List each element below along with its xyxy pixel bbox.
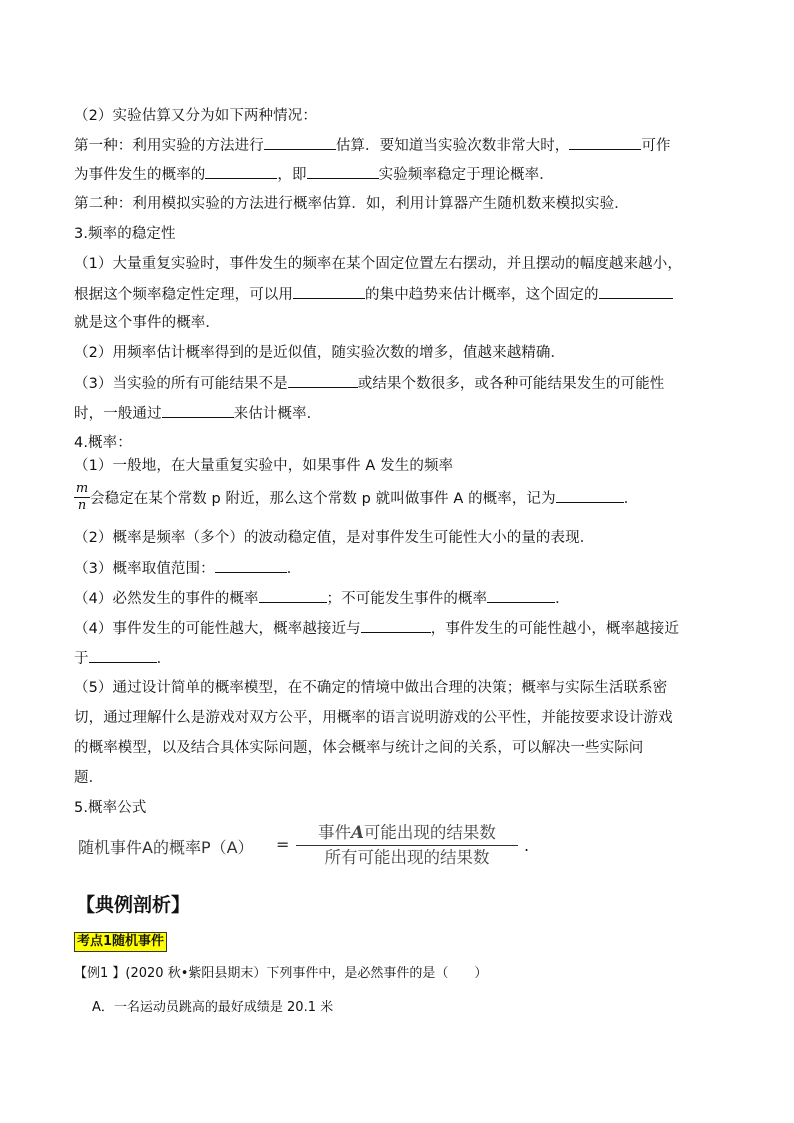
text-line: 为事件发生的概率的 ，即 实验频率稳定于理论概率． [74,164,554,185]
section-title: 4.概率： [74,435,132,451]
text-line: （3）概率取值范围： ． [74,558,301,579]
text-line: 就是这个事件的概率． [74,315,220,331]
text-line: （2）用频率估计概率得到的是近似值，随实验次数的增多，值越来越精确． [74,345,566,361]
text-line: （1）一般地，在大量重复实验中，如果事件 A 发生的频率 [74,458,454,474]
text-line: （1）大量重复实验时，事件发生的频率在某个固定位置左右摆动，并且摆动的幅度越来越小， [74,256,682,272]
text-line: （4）事件发生的可能性越大，概率越接近与 ，事件发生的可能性越小，概率越接近 [74,618,679,639]
fill-blank[interactable] [556,488,624,503]
formula-denominator: 所有可能出现的结果数 [324,848,490,867]
fraction-m-over-n: m n [75,481,89,513]
text-line: （2）实验估算又分为如下两种情况： [74,108,317,124]
fill-blank[interactable] [307,164,379,179]
formula-lhs: 随机事件A的概率P（A） [78,838,254,857]
probability-formula: 随机事件A的概率P（A） = 事件A可能出现的结果数 所有可能出现的结果数 . [78,823,530,867]
text-line: （3）当实验的所有可能结果不是 或结果个数很多，或各种可能结果发生的可能性 [74,373,664,394]
text-line: 会稳定在某个常数 p 附近，那么这个常数 p 就叫做事件 A 的概率，记为 ． [90,488,638,509]
text-line: 的概率模型，以及结合具体实际问题，体会概率与统计之间的关系，可以解决一些实际问 [74,740,644,756]
section-title: 5.概率公式 [74,800,147,816]
example-question: 【例1 】(2020 秋•紫阳县期末）下列事件中，是必然事件的是（ ） [74,966,488,981]
fill-blank[interactable] [288,373,358,388]
fill-blank[interactable] [361,618,431,633]
fill-blank[interactable] [89,648,157,663]
fill-blank[interactable] [259,588,327,603]
fill-blank[interactable] [599,284,673,299]
text-line: 于 ． [74,648,171,669]
text-line: 第二种：利用模拟实验的方法进行概率估算．如，利用计算器产生随机数来模拟实验． [74,196,629,212]
text-line: （5）通过设计简单的概率模型，在不确定的情境中做出合理的决策；概率与实际生活联系密 [74,680,668,696]
fill-blank[interactable] [264,135,336,150]
fill-blank[interactable] [205,164,277,179]
text-line: 切，通过理解什么是游戏对双方公平，用概率的语言说明游戏的公平性，并能按要求设计游戏 [74,710,673,726]
text-line: （4）必然发生的事件的概率 ；不可能发生事件的概率 ． [74,588,570,609]
text-line: 第一种：利用实验的方法进行 估算．要知道当实验次数非常大时， 可作 [74,135,671,156]
topic-label-highlight: 考点1随机事件 [74,932,167,952]
fill-blank[interactable] [569,135,641,150]
fill-blank[interactable] [162,403,234,418]
formula-equals: = [276,835,290,854]
fill-blank[interactable] [293,284,365,299]
text-line: 根据这个频率稳定性定理，可以用 的集中趋势来估计概率，这个固定的 [74,284,673,305]
formula-numerator: 事件A可能出现的结果数 [318,823,496,842]
section-title: 3.频率的稳定性 [74,226,176,242]
option-a: A．一名运动员跳高的最好成绩是 20.1 米 [92,1000,334,1015]
section-heading: 【典例剖析】 [76,894,191,916]
text-line: （2）概率是频率（多个）的波动稳定值，是对事件发生可能性大小的量的表现． [74,530,595,546]
fill-blank[interactable] [215,558,287,573]
fill-blank[interactable] [487,588,555,603]
text-line: 时，一般通过 来估计概率． [74,403,321,424]
text-line: 题． [74,770,104,786]
formula-fraction [292,822,522,869]
